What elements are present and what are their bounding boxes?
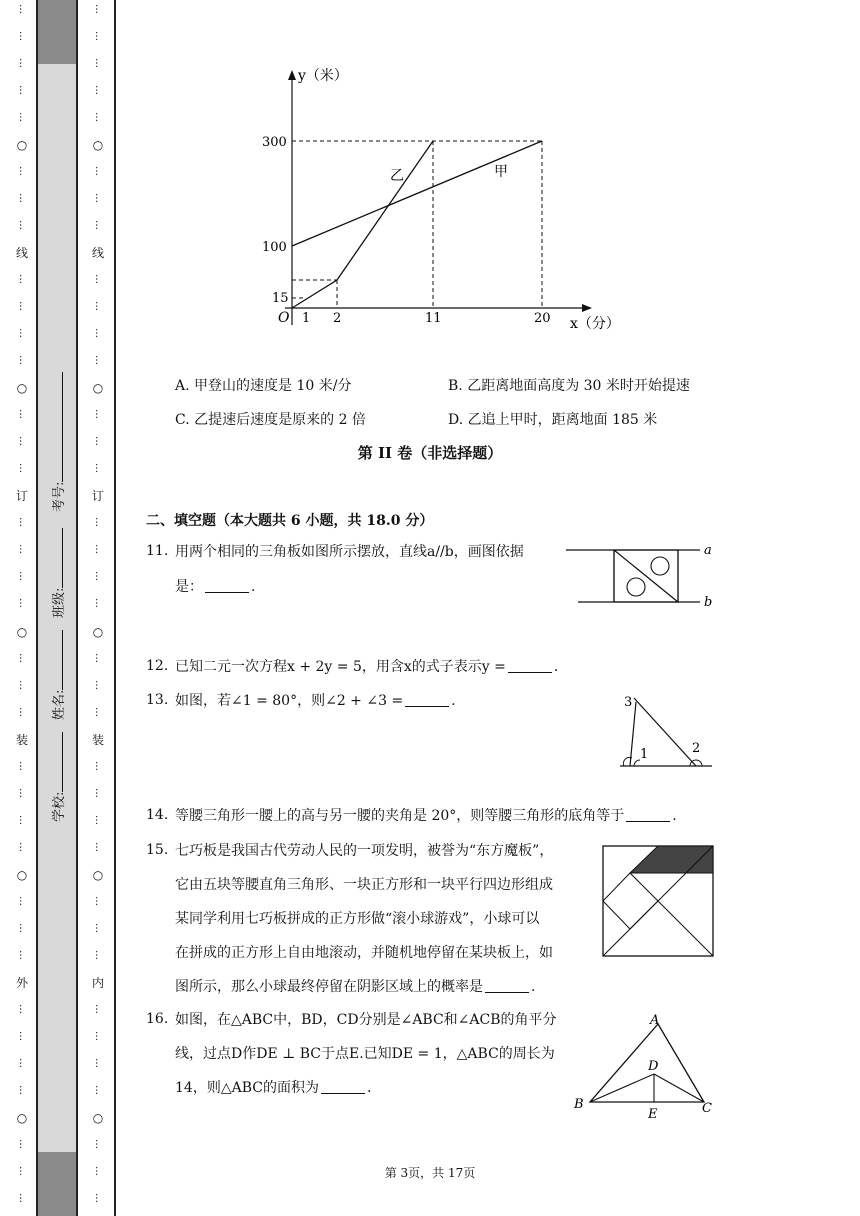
- inner-strip-glyph: …: [93, 760, 104, 771]
- choice-a: A. 甲登山的速度是 10 米/分: [175, 378, 352, 394]
- q15-line3: 某同学利用七巧板拼成的正方形做“滚小球游戏”，小球可以: [175, 911, 540, 927]
- outer-strip-glyph: ○: [16, 1110, 28, 1125]
- y-tick-100: 100: [262, 240, 287, 255]
- q11-label-a: a: [704, 543, 712, 558]
- q13-label-1: 1: [640, 747, 649, 762]
- inner-strip-glyph: …: [93, 85, 104, 96]
- q16-line3: 14，则△ABC的面积为 .: [175, 1080, 372, 1096]
- origin-label: O: [278, 310, 290, 326]
- q15-line5: 图所示，那么小球最终停留在阴影区域上的概率是 .: [175, 979, 536, 995]
- q13-label-2: 2: [692, 741, 701, 756]
- x-tick-1: 1: [302, 311, 311, 326]
- outer-strip-glyph: ○: [16, 381, 28, 396]
- inner-strip-glyph: …: [93, 220, 104, 231]
- outer-strip-glyph: …: [17, 517, 28, 528]
- inner-strip-glyph: …: [93, 436, 104, 447]
- q13-text: 如图，若∠1 = 80°，则∠2 + ∠3 = .: [175, 693, 456, 709]
- q16-label-e: E: [648, 1107, 658, 1122]
- q16-label-a: A: [650, 1013, 660, 1028]
- q14-text: 等腰三角形一腰上的高与另一腰的夹角是 20°，则等腰三角形的底角等于 .: [175, 808, 677, 824]
- q16-line2: 线，过点D作DE ⊥ BC于点E.已知DE = 1，△ABC的周长为: [175, 1046, 555, 1062]
- outer-strip-glyph: …: [17, 1192, 28, 1203]
- inner-strip-glyph: …: [93, 1057, 104, 1068]
- q16-line1: 如图，在△ABC中，BD，CD分别是∠ABC和∠ACB的角平分: [175, 1012, 557, 1028]
- inner-strip-glyph: 订: [91, 489, 104, 504]
- q15-tangram-figure: [602, 845, 714, 957]
- inner-strip-glyph: …: [93, 517, 104, 528]
- outer-strip-glyph: …: [17, 841, 28, 852]
- inner-strip-glyph: …: [93, 31, 104, 42]
- label-jia: 甲: [494, 164, 508, 180]
- q12-text: 已知二元一次方程x + 2y = 5，用含x的式子表示y = .: [175, 659, 559, 675]
- q15-blank: [485, 978, 529, 993]
- outer-strip-glyph: …: [17, 949, 28, 960]
- outer-strip-glyph: …: [17, 1084, 28, 1095]
- q16-label-b: B: [574, 1097, 584, 1112]
- q11-line2: 是： .: [175, 579, 256, 595]
- outer-strip-glyph: …: [17, 436, 28, 447]
- outer-strip-glyph: …: [17, 409, 28, 420]
- inner-strip-glyph: ○: [92, 138, 104, 153]
- outer-strip-glyph: …: [17, 679, 28, 690]
- outer-strip-glyph: …: [17, 814, 28, 825]
- outer-strip-glyph: …: [17, 598, 28, 609]
- inner-strip-glyph: …: [93, 355, 104, 366]
- outer-strip-glyph: …: [17, 274, 28, 285]
- binding-dark-top: [38, 0, 76, 64]
- q13-blank: [405, 692, 449, 707]
- outer-strip-glyph: …: [17, 112, 28, 123]
- inner-strip-glyph: …: [93, 1192, 104, 1203]
- x-axis-arrow: [582, 304, 592, 312]
- inner-strip-glyph: …: [93, 328, 104, 339]
- section-title: 第 II 卷（非选择题）: [357, 444, 503, 462]
- x-tick-2: 2: [333, 311, 342, 326]
- page-footer: 第 3页，共 17页: [384, 1166, 476, 1180]
- inner-strip-glyph: …: [93, 193, 104, 204]
- inner-strip-glyph: …: [93, 841, 104, 852]
- q14-blank: [626, 807, 670, 822]
- binding-strip-outer: [14, 0, 30, 1216]
- inner-strip-glyph: …: [93, 112, 104, 123]
- q15-line4: 在拼成的正方形上自由地滚动，并随机地停留在某块板上，如: [175, 945, 553, 961]
- q13-figure: [616, 688, 716, 772]
- outer-strip-glyph: …: [17, 4, 28, 14]
- inner-strip-glyph: …: [93, 409, 104, 420]
- binding-strip-inner: [90, 0, 106, 1216]
- outer-strip-glyph: …: [17, 652, 28, 663]
- inner-strip-glyph: …: [93, 949, 104, 960]
- field-name: 姓名:: [48, 630, 67, 720]
- outer-strip-glyph: …: [17, 760, 28, 771]
- inner-strip-glyph: …: [93, 58, 104, 69]
- outer-strip-glyph: …: [17, 301, 28, 312]
- inner-strip-glyph: …: [93, 301, 104, 312]
- outer-strip-glyph: …: [17, 895, 28, 906]
- distance-time-graph: [260, 60, 620, 345]
- x-tick-20: 20: [534, 311, 551, 326]
- inner-strip-glyph: …: [93, 922, 104, 933]
- inner-strip-glyph: 内: [91, 975, 104, 990]
- outer-strip-glyph: …: [17, 85, 28, 96]
- q11-figure: [566, 536, 716, 612]
- inner-strip-glyph: …: [93, 571, 104, 582]
- outer-strip-glyph: …: [17, 193, 28, 204]
- outer-strip-glyph: 外: [15, 975, 28, 990]
- choice-c: C. 乙提速后速度是原来的 2 倍: [175, 412, 366, 428]
- inner-strip-glyph: ○: [92, 867, 104, 882]
- outer-strip-glyph: …: [17, 922, 28, 933]
- outer-strip-glyph: …: [17, 1165, 28, 1176]
- outer-strip-glyph: ○: [16, 867, 28, 882]
- choice-d: D. 乙追上甲时，距离地面 185 米: [448, 412, 658, 428]
- outer-strip-glyph: …: [17, 544, 28, 555]
- outer-strip-glyph: …: [17, 571, 28, 582]
- inner-strip-glyph: …: [93, 814, 104, 825]
- outer-strip-glyph: …: [17, 58, 28, 69]
- outer-strip-glyph: …: [17, 1057, 28, 1068]
- outer-strip-glyph: …: [17, 787, 28, 798]
- q14-number: 14.: [146, 807, 169, 823]
- outer-strip-glyph: …: [17, 1138, 28, 1149]
- q11-label-b: b: [704, 595, 713, 610]
- inner-strip-glyph: …: [93, 1003, 104, 1014]
- inner-strip-glyph: …: [93, 274, 104, 285]
- inner-strip-glyph: 装: [91, 732, 104, 747]
- outer-strip-glyph: …: [17, 1030, 28, 1041]
- outer-strip-glyph: ○: [16, 624, 28, 639]
- line-yi: [292, 141, 433, 308]
- inner-strip-glyph: …: [93, 1084, 104, 1095]
- inner-strip-glyph: ○: [92, 381, 104, 396]
- outer-strip-glyph: 装: [15, 732, 28, 747]
- binding-rail-mid: [76, 0, 78, 1216]
- q12-blank: [508, 658, 552, 673]
- q13-number: 13.: [146, 692, 169, 708]
- q11-blank: [205, 578, 249, 593]
- q11-number: 11.: [146, 543, 169, 559]
- y-axis-label: y（米）: [298, 68, 348, 84]
- q15-number: 15.: [146, 842, 169, 858]
- inner-strip-glyph: …: [93, 787, 104, 798]
- outer-strip-glyph: …: [17, 463, 28, 474]
- q13-label-3: 3: [624, 695, 633, 710]
- q16-label-c: C: [702, 1101, 712, 1116]
- inner-strip-glyph: …: [93, 4, 104, 14]
- outer-strip-glyph: …: [17, 355, 28, 366]
- inner-strip-glyph: …: [93, 895, 104, 906]
- outer-strip-glyph: …: [17, 31, 28, 42]
- x-axis-label: x（分）: [570, 316, 620, 332]
- outer-strip-glyph: …: [17, 1003, 28, 1014]
- inner-strip-glyph: …: [93, 544, 104, 555]
- q16-figure: [570, 1010, 718, 1122]
- q15-line1: 七巧板是我国古代劳动人民的一项发明，被誉为“东方魔板”，: [175, 843, 554, 859]
- choice-b: B. 乙距离地面高度为 30 米时开始提速: [448, 378, 690, 394]
- q16-number: 16.: [146, 1011, 169, 1027]
- x-tick-11: 11: [425, 311, 442, 326]
- inner-strip-glyph: …: [93, 166, 104, 177]
- y-tick-300: 300: [262, 135, 287, 150]
- inner-strip-glyph: …: [93, 1138, 104, 1149]
- q11-line1: 用两个相同的三角板如图所示摆放，直线a//b，画图依据: [175, 544, 524, 560]
- q15-line2: 它由五块等腰直角三角形、一块正方形和一块平行四边形组成: [175, 877, 553, 893]
- outer-strip-glyph: 订: [15, 489, 28, 504]
- inner-strip-glyph: ○: [92, 1110, 104, 1125]
- outer-strip-glyph: …: [17, 220, 28, 231]
- q16-label-d: D: [648, 1059, 659, 1074]
- field-exam-no: 考号:: [48, 372, 67, 512]
- field-class: 班级:: [48, 528, 67, 618]
- line-jia: [292, 141, 542, 246]
- inner-strip-glyph: …: [93, 1165, 104, 1176]
- inner-strip-glyph: …: [93, 463, 104, 474]
- outer-strip-glyph: ○: [16, 138, 28, 153]
- inner-strip-glyph: …: [93, 679, 104, 690]
- outer-strip-glyph: …: [17, 706, 28, 717]
- inner-strip-glyph: ○: [92, 624, 104, 639]
- field-school: 学校:: [48, 732, 67, 822]
- binding-rail-right: [114, 0, 116, 1216]
- outer-strip-glyph: …: [17, 166, 28, 177]
- inner-strip-glyph: …: [93, 598, 104, 609]
- part2-heading: 二、填空题（本大题共 6 小题，共 18.0 分）: [146, 513, 434, 529]
- q12-number: 12.: [146, 658, 169, 674]
- outer-strip-glyph: 线: [15, 246, 28, 261]
- y-axis-arrow: [288, 70, 296, 80]
- q16-blank: [321, 1079, 365, 1094]
- inner-strip-glyph: 线: [91, 246, 104, 261]
- label-yi: 乙: [390, 168, 404, 184]
- inner-strip-glyph: …: [93, 1030, 104, 1041]
- inner-strip-glyph: …: [93, 652, 104, 663]
- inner-strip-glyph: …: [93, 706, 104, 717]
- outer-strip-glyph: …: [17, 328, 28, 339]
- binding-dark-bottom: [38, 1152, 76, 1216]
- y-tick-15: 15: [272, 291, 289, 306]
- q15-shaded-region: [630, 846, 713, 873]
